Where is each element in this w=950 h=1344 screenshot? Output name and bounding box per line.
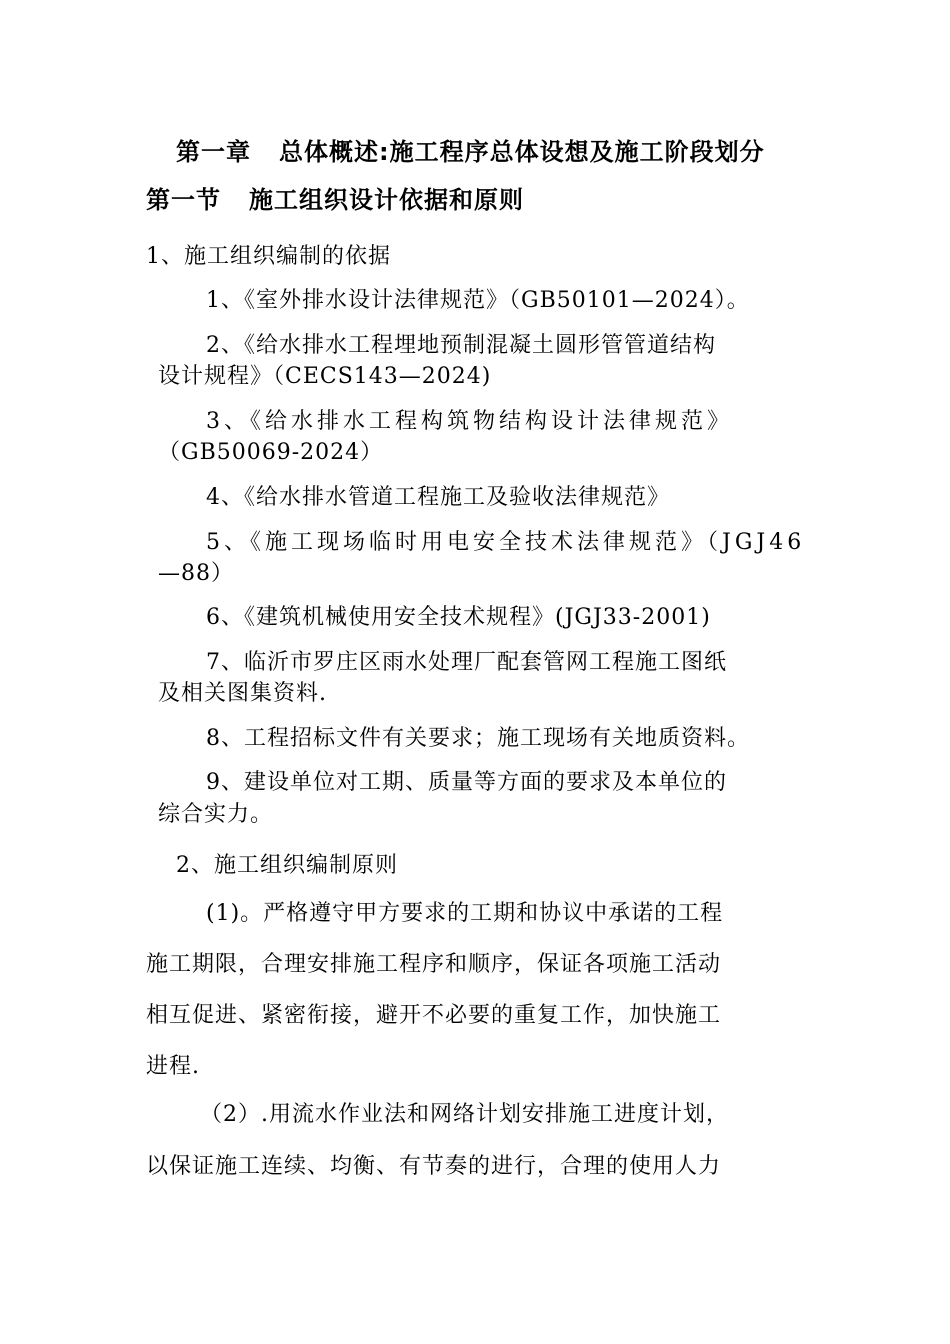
- basis-item-3-line-1: 3、《给水排水工程构筑物结构设计法律规范》: [206, 409, 733, 434]
- section-label: 第一节: [146, 186, 221, 214]
- chapter-heading: [176, 138, 765, 166]
- principle-1-line-3: 相互促进、紧密衔接，避开不必要的重复工作，加快施工: [146, 1003, 722, 1028]
- principle-2-line-2: 以保证施工连续、均衡、有节奏的进行，合理的使用人力: [146, 1154, 722, 1179]
- basis-item-5-line-1: 5、《施工现场临时用电安全技术法律规范》（JGJ46: [206, 530, 806, 555]
- section-heading: [146, 186, 524, 214]
- basis-item-2-line-1: 2、《给水排水工程埋地预制混凝土圆形管管道结构: [206, 333, 716, 358]
- section-title: 施工组织设计依据和原则: [249, 186, 524, 214]
- basis-item-7-line-2: 及相关图集资料.: [158, 681, 327, 706]
- principle-1-line-1: (1)。严格遵守甲方要求的工期和协议中承诺的工程: [206, 901, 724, 926]
- basis-item-5-line-2: —88）: [158, 561, 234, 586]
- basis-item-9-line-2: 综合实力。: [158, 802, 274, 827]
- principle-1-line-4: 进程.: [146, 1054, 200, 1079]
- principle-1-line-2: 施工期限，合理安排施工程序和顺序，保证各项施工活动: [146, 952, 722, 977]
- basis-item-2-line-2: 设计规程》（CECS143—2024): [158, 364, 492, 389]
- chapter-label: 第一章: [176, 138, 251, 166]
- basis-item-3-line-2: （GB50069-2024）: [158, 440, 384, 465]
- basis-item-4: 4、《给水排水管道工程施工及验收法律规范》: [206, 485, 670, 510]
- basis-item-8: 8、工程招标文件有关要求；施工现场有关地质资料。: [206, 726, 750, 751]
- basis-item-9-line-1: 9、建设单位对工期、质量等方面的要求及本单位的: [206, 770, 727, 795]
- basis-item-7-line-1: 7、临沂市罗庄区雨水处理厂配套管网工程施工图纸: [206, 650, 727, 675]
- principle-2-line-1: （2）.用流水作业法和网络计划安排施工进度计划，: [200, 1102, 729, 1127]
- chapter-title: 总体概述:施工程序总体设想及施工阶段划分: [279, 138, 765, 166]
- basis-item-1: 1、《室外排水设计法律规范》（GB50101—2024）。: [206, 288, 750, 313]
- part2-heading: 2、施工组织编制原则: [176, 853, 398, 878]
- basis-item-6: 6、《建筑机械使用安全技术规程》(JGJ33-2001): [206, 605, 711, 630]
- part1-heading: 1、施工组织编制的依据: [146, 244, 391, 269]
